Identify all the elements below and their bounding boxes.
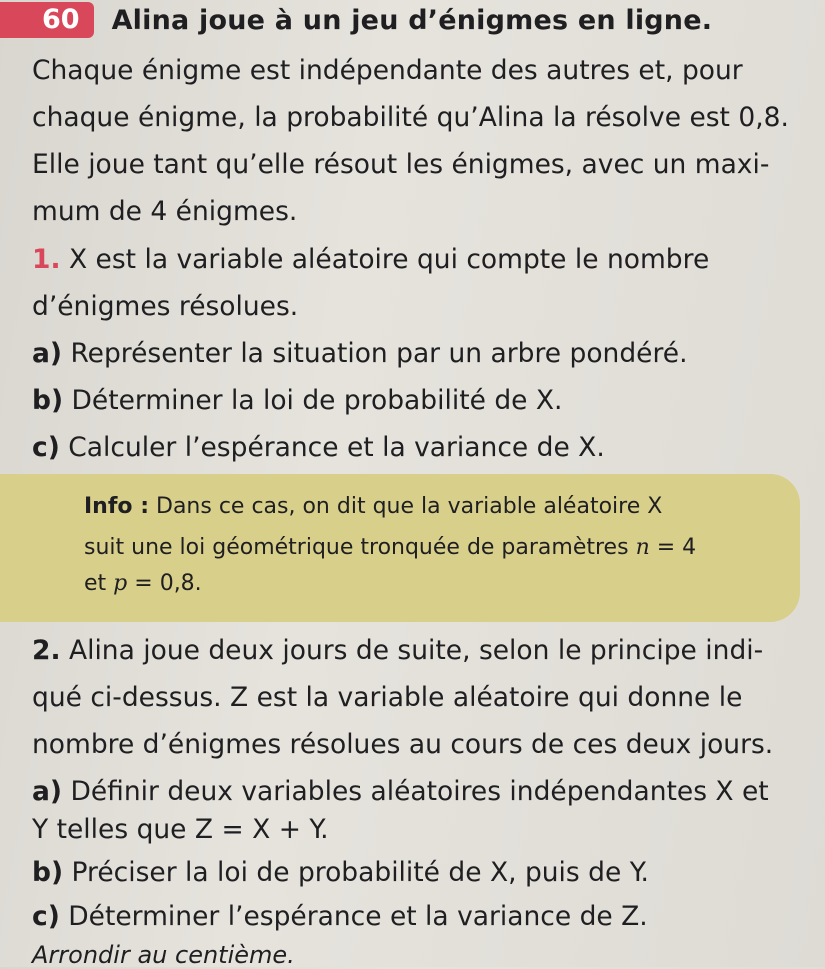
rounding-note: Arrondir au centième.: [32, 941, 295, 969]
question-1a-text: Représenter la situation par un arbre pondéré.: [70, 338, 688, 369]
intro-line-3: Elle joue tant qu’elle résout les énigmes, avec un maxi-: [32, 149, 770, 180]
question-1a: [32, 330, 688, 377]
question-1-line-1: [32, 236, 709, 283]
question-2b: [32, 849, 649, 896]
info-label: Info :: [84, 494, 149, 519]
question-1-text: X est la variable aléatoire qui compte le nombre: [68, 244, 710, 275]
info-text-1: Dans ce cas, on dit que la variable aléatoire X: [156, 494, 663, 519]
question-2c-text: Déterminer l’espérance et la variance de Z.: [68, 901, 648, 932]
question-2-number: 2.: [32, 635, 61, 666]
question-2c: [32, 893, 648, 940]
info-box: [0, 474, 800, 622]
exercise-header: [30, 2, 712, 38]
intro-line-2: chaque énigme, la probabilité qu’Alina la résolve est 0,8.: [32, 102, 789, 133]
info-line-3: [84, 571, 202, 596]
question-2-line-1: [32, 627, 763, 674]
question-1b-label: b): [32, 385, 64, 416]
question-2-text: Alina joue deux jours de suite, selon le principe indi-: [68, 635, 764, 666]
question-1b: [32, 377, 562, 424]
question-2-line-2: qué ci-dessus. Z est la variable aléatoire qui donne le: [32, 682, 743, 713]
intro-line-4: mum de 4 énigmes.: [32, 196, 298, 227]
param-n-value: = 4: [656, 535, 697, 560]
info-line-2: [84, 535, 696, 560]
info-line-1: [84, 494, 662, 519]
question-2b-text: Préciser la loi de probabilité de X, puis de Y.: [71, 857, 649, 888]
question-2a-text: Définir deux variables aléatoires indépendantes X et: [70, 776, 769, 807]
param-n: n: [635, 535, 650, 560]
exercise-number-badge: 60: [0, 2, 94, 38]
question-1c-label: c): [32, 432, 60, 463]
question-1-number: 1.: [32, 244, 61, 275]
intro-line-1: Chaque énigme est indépendante des autres et, pour: [32, 55, 743, 86]
question-1-line-2: d’énigmes résolues.: [32, 291, 299, 322]
param-p-value: = 0,8.: [134, 571, 202, 596]
question-1c-text: Calculer l’espérance et la variance de X.: [68, 432, 605, 463]
info-text-3: et: [84, 571, 107, 596]
question-2a-line-2: Y telles que Z = X + Y.: [32, 814, 329, 845]
question-1c: [32, 424, 605, 471]
info-text-2: suit une loi géométrique tronquée de paramètres: [84, 535, 629, 560]
question-1b-text: Déterminer la loi de probabilité de X.: [71, 385, 563, 416]
question-2a-label: a): [32, 776, 62, 807]
param-p: p: [113, 571, 128, 596]
exercise-title: Alina joue à un jeu d’énigmes en ligne.: [111, 4, 713, 36]
question-2b-label: b): [32, 857, 64, 888]
question-2c-label: c): [32, 901, 60, 932]
question-2-line-3: nombre d’énigmes résolues au cours de ces deux jours.: [32, 729, 774, 760]
question-1a-label: a): [32, 338, 62, 369]
